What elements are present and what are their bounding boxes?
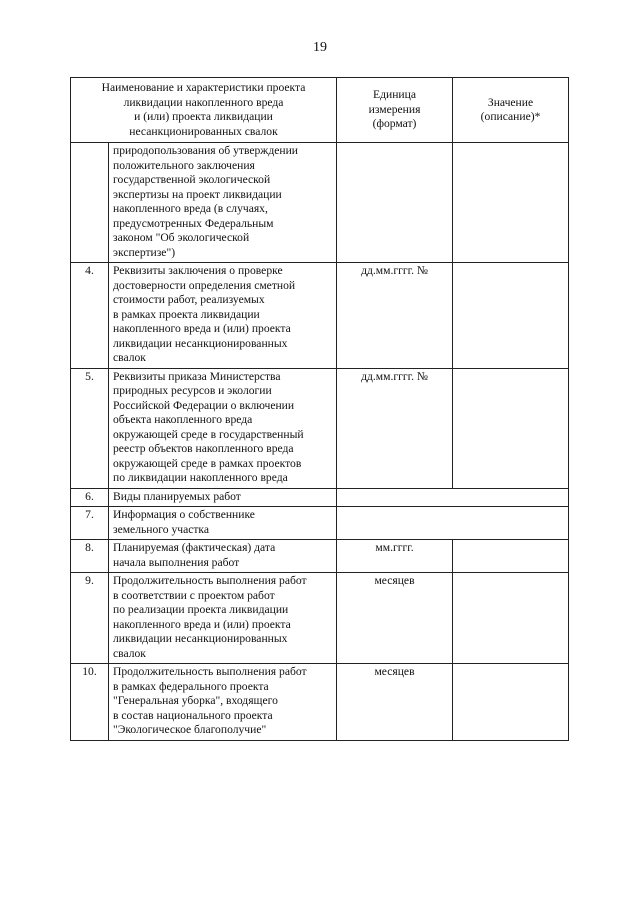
row-number [71,143,109,263]
row-value [453,143,569,263]
row-description-line: Продолжительность выполнения работ [113,574,307,587]
row-description [109,368,337,488]
row-number: 6. [71,488,109,507]
row-description-line: законом "Об экологической [113,231,250,244]
row-description-line: свалок [113,351,146,364]
row-description-line: Планируемая (фактическая) дата [113,541,276,554]
row-unit: дд.мм.гггг. № [337,368,453,488]
row-description-line: стоимости работ, реализуемых [113,293,265,306]
row-description-line: по ликвидации накопленного вреда [113,471,288,484]
row-description-line: в рамках федерального проекта [113,679,269,693]
table-header-row [71,78,569,143]
row-description-line: природопользования об утверждении [113,144,298,157]
row-description-line: ликвидации несанкционированных [113,336,288,350]
table-row [71,664,569,741]
row-description-line: накопленного вреда (в случаях, [113,202,268,215]
row-description [109,488,337,507]
row-description [109,540,337,573]
row-description-line: предусмотренных Федеральным [113,216,274,230]
row-description-line: окружающей среде в рамках проектов [113,456,302,470]
row-number: 5. [71,368,109,488]
row-description-line: накопленного вреда и (или) проекта [113,322,291,335]
row-description-line: объекта накопленного вреда [113,413,253,426]
row-description-line: свалок [113,646,146,660]
header-value-line: Значение [487,95,534,109]
header-name-line: несанкционированных свалок [129,124,278,138]
characteristics-table [70,77,569,741]
row-description-line: реестр объектов накопленного вреда [113,442,294,455]
row-description-line: "Экологическое благополучие" [113,723,267,736]
row-description-line: в состав национального проекта [113,708,273,722]
row-description-line: природных ресурсов и экологии [113,384,272,397]
row-unit: дд.мм.гггг. № [337,263,453,369]
header-unit-line: Единица [373,88,416,102]
header-unit-line: измерения [368,102,421,116]
row-number: 9. [71,573,109,664]
table-row [71,143,569,263]
row-description [109,507,337,540]
table-row [71,540,569,573]
row-description-line: экспертизе") [113,245,176,259]
row-value [453,368,569,488]
row-unit [337,143,453,263]
row-description-line: начала выполнения работ [113,555,240,569]
row-merged-cell [337,488,569,507]
table-row [71,507,569,540]
row-description-line: Реквизиты приказа Министерства [113,369,281,383]
row-description-line: достоверности определения сметной [113,278,296,292]
row-description-line: земельного участка [113,522,210,536]
header-value-line: (описание)* [480,110,541,123]
row-number: 8. [71,540,109,573]
header-name-line: ликвидации накопленного вреда [123,95,284,109]
row-merged-cell [337,507,569,540]
row-description-line: окружающей среде в государственный [113,427,304,441]
header-unit-line: (формат) [372,117,417,131]
row-description-line: Российской Федерации о включении [113,398,295,412]
row-description-line: Виды планируемых работ [113,489,241,503]
row-description [109,263,337,369]
table-body [71,143,569,741]
header-name-line: Наименование и характеристики проекта [101,81,306,94]
row-number: 4. [71,263,109,369]
row-description-line: Реквизиты заключения о проверке [113,264,283,277]
row-description-line: Продолжительность выполнения работ [113,665,307,678]
row-unit: месяцев [337,573,453,664]
row-value [453,664,569,741]
header-unit-cell [337,78,453,143]
row-unit: месяцев [337,664,453,741]
header-name-line: и (или) проекта ликвидации [134,110,273,123]
row-description-line: ликвидации несанкционированных [113,632,288,645]
row-value [453,573,569,664]
row-description-line: государственной экологической [113,173,271,186]
table-row [71,368,569,488]
row-value [453,540,569,573]
row-description [109,664,337,741]
page-number: 19 [313,40,327,55]
row-description-line: экспертизы на проект ликвидации [113,187,282,201]
header-value-cell [453,78,569,143]
row-number: 10. [71,664,109,741]
row-description-line: Информация о собственнике [113,508,255,521]
row-description-line: в рамках проекта ликвидации [113,307,260,321]
row-description [109,143,337,263]
row-description-line: "Генеральная уборка", входящего [113,694,278,707]
row-unit: мм.гггг. [337,540,453,573]
row-description-line: положительного заключения [113,158,255,172]
row-description-line: по реализации проекта ликвидации [113,603,289,616]
row-description-line: в соответствии с проектом работ [113,588,275,602]
table-row [71,573,569,664]
table-row [71,263,569,369]
row-description [109,573,337,664]
table-row [71,488,569,507]
header-name-cell [71,78,337,143]
row-number: 7. [71,507,109,540]
row-description-line: накопленного вреда и (или) проекта [113,617,291,631]
row-value [453,263,569,369]
